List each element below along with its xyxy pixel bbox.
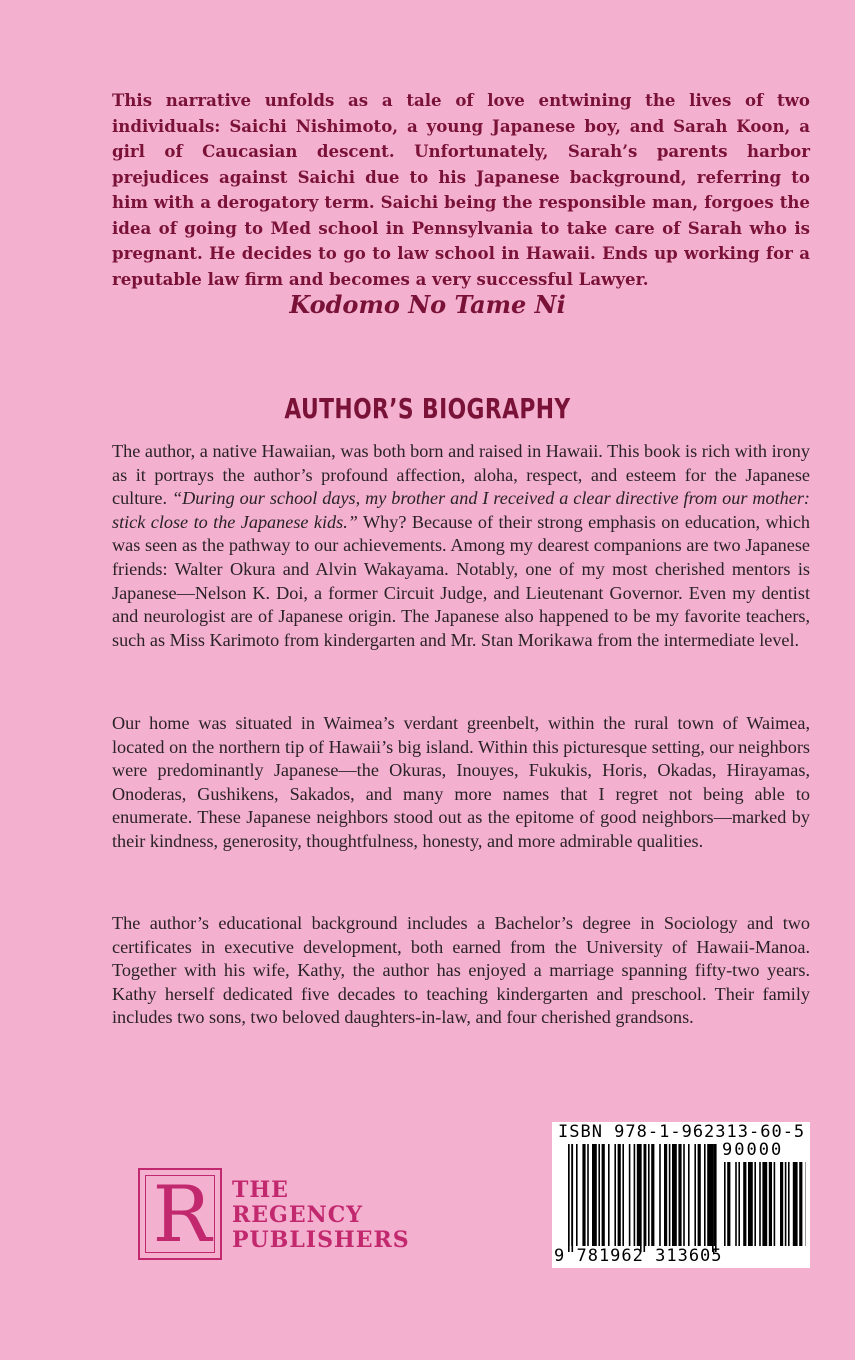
biography-p1-rest: Why? Because of their strong emphasis on education, which was seen as the pathway to our achievements. Among my dearest companions are two Japanese friends: Walter Okura and Alvin Wakayama. Notably, one of my most cherished mentors is Japanese—Nelson K. Doi, a former Circuit Judge, and Lieutenant Governor. Even my dentist and neurologist are of Japanese origin. The Japanese also happened to be my favorite teachers, such as Miss Karimoto from kindergarten and Mr. Stan Morikawa from the intermediate level.	[112, 511, 810, 650]
barcode-bar	[754, 1162, 756, 1246]
isbn-barcode	[552, 1122, 810, 1268]
barcode-bar	[788, 1162, 790, 1246]
barcode-bar	[714, 1144, 716, 1246]
barcode-bar	[618, 1144, 621, 1246]
publisher-name-line-3: PUBLISHERS	[232, 1227, 410, 1253]
barcode-bar	[707, 1144, 712, 1246]
barcode-guard-bar	[712, 1144, 714, 1252]
barcode-bar	[759, 1162, 761, 1246]
barcode-bar	[743, 1162, 746, 1246]
barcode-bar	[780, 1162, 783, 1246]
barcode-bar	[576, 1144, 578, 1246]
publisher-logo-letter: R	[152, 1170, 212, 1260]
barcode-bar	[727, 1162, 730, 1246]
barcode-bar	[659, 1144, 661, 1246]
biography-heading: AUTHOR’S BIOGRAPHY	[284, 392, 571, 425]
barcode-bar	[678, 1144, 681, 1246]
biography-p1-intro: The author, a native Hawaiian, was both born and raised in Hawaii. This book is rich with irony as it portrays the author’s profound affection, aloha, respect, and esteem for the Japanese culture.	[112, 441, 810, 509]
barcode-bar	[769, 1162, 772, 1246]
barcode-guard-bar	[715, 1144, 717, 1252]
back-cover-blurb: This narrative unfolds as a tale of love entwining the lives of two individuals: Saichi Nishimoto, a young Japanese boy, and Sarah Koon, a girl of Caucasian descent. Unfortunately, Sarah’s parents harbor prejudices against Saichi due to his Japanese background, referring to him with a derogatory term. Saichi being the responsible man, forgoes the idea of going to Med school in Pennsylvania to take care of Sarah who is pregnant. He decides to go to law school in Hawaii. Ends up working for a reputable law firm and becomes a very successful Lawyer.	[112, 90, 810, 289]
barcode-bar	[582, 1144, 585, 1246]
publisher-logo-mark	[138, 1168, 222, 1260]
barcode-bar	[592, 1144, 597, 1246]
barcode-bar	[629, 1144, 631, 1246]
barcode-bar	[651, 1144, 654, 1246]
barcode-bar	[672, 1144, 677, 1246]
barcode-bar	[608, 1144, 610, 1246]
barcode-bar	[683, 1144, 685, 1246]
barcode-bar	[774, 1162, 776, 1246]
barcode-bar	[614, 1144, 616, 1246]
barcode-guard-bar	[572, 1144, 574, 1252]
barcode-bar	[694, 1144, 696, 1246]
tagline: Kodomo No Tame Ni	[289, 290, 566, 319]
barcode-bar	[748, 1162, 753, 1246]
biography-p1-quote: “During our school days, my brother and I received a clear directive from our mother: stick close to the Japanese kids.”	[112, 488, 810, 532]
biography-paragraph-3: The author’s educational background includes a Bachelor’s degree in Sociology and two certificates in executive development, both earned from the University of Hawaii-Manoa. Together with his wife, Kathy, the author has enjoyed a marriage spanning fifty-two years. Kathy herself dedicated five decades to teaching kindergarten and preschool. Their family includes two sons, two beloved daughters-in-law, and four cherished grandsons.	[112, 913, 810, 1028]
barcode-bar	[799, 1162, 802, 1246]
barcode-bar	[793, 1162, 798, 1246]
barcode-digits: 9 781962 313605	[554, 1246, 723, 1266]
biography-paragraph-1	[112, 440, 810, 652]
barcode-bar	[664, 1144, 667, 1246]
barcode-bar	[724, 1162, 726, 1246]
isbn-label: ISBN 978-1-962313-60-5	[558, 1122, 806, 1142]
barcode-guard-bar	[640, 1144, 642, 1252]
barcode-addon-number: 90000	[722, 1140, 784, 1160]
barcode-bar	[587, 1144, 589, 1246]
biography-paragraph-2: Our home was situated in Waimea’s verdant greenbelt, within the rural town of Waimea, located on the northern tip of Hawaii’s big island. Within this picturesque setting, our neighbors were predominantly Japanese—the Okuras, Inouyes, Fukukis, Horis, Okadas, Hirayamas, Onoderas, Gushikens, Sakados, and many more names that I regret not being able to enumerate. These Japanese neighbors stood out as the epitome of good neighbors—marked by their kindness, generosity, thoughtfulness, honesty, and more admirable qualities.	[112, 713, 810, 851]
barcode-bar	[704, 1144, 706, 1246]
barcode-bar	[648, 1144, 650, 1246]
barcode-bar	[598, 1144, 600, 1246]
barcode-bar	[762, 1162, 767, 1246]
barcode-bar	[622, 1144, 624, 1246]
barcode-bar	[735, 1162, 737, 1246]
publisher-name-line-2: REGENCY	[232, 1202, 363, 1228]
barcode-bar	[602, 1144, 605, 1246]
barcode-bar	[669, 1144, 671, 1246]
barcode-guard-bar	[568, 1144, 570, 1252]
barcode-guard-bar	[644, 1144, 646, 1252]
barcode-bar	[688, 1144, 690, 1246]
barcode-bar	[634, 1144, 636, 1246]
barcode-bar	[785, 1162, 787, 1246]
barcode-bar	[738, 1162, 740, 1246]
publisher-name	[232, 1178, 410, 1253]
publisher-name-line-1: THE	[232, 1177, 289, 1203]
barcode-bar	[698, 1144, 701, 1246]
